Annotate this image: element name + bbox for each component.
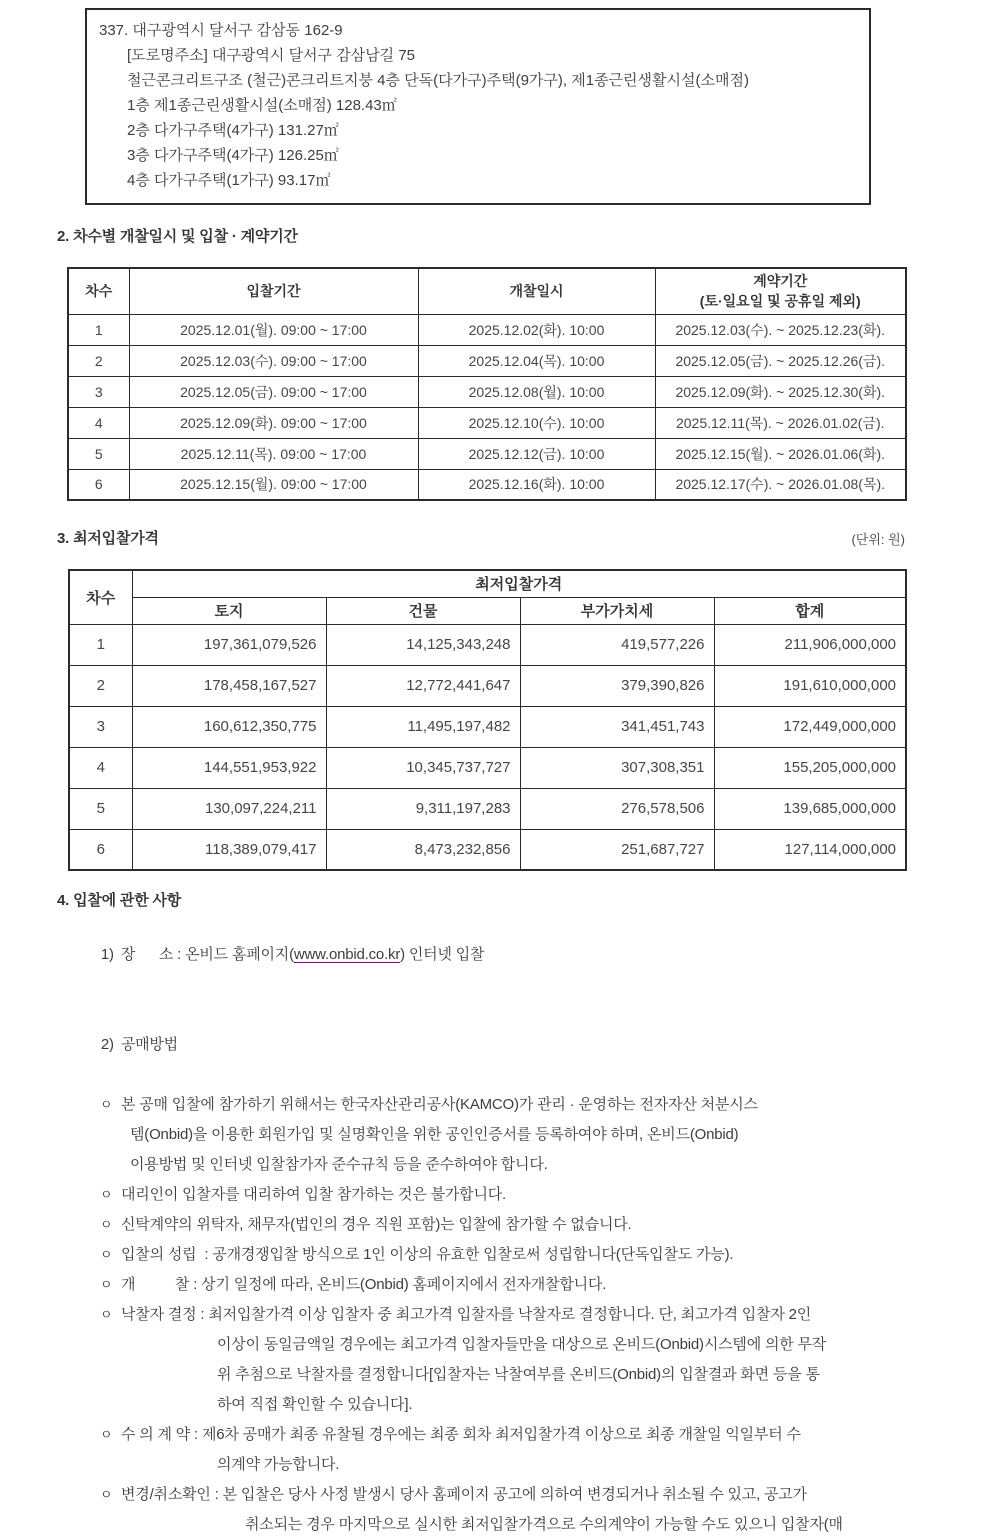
building-header: 건물 [326, 597, 520, 624]
notice-line [0, 1330, 992, 1360]
contract-period-cell: 2025.12.09(화). ~ 2025.12.30(화). [655, 376, 906, 407]
list-marker: 1) [100, 946, 114, 963]
notice-text: 수 의 계 약 : 제6차 공매가 최종 유찰될 경우에는 최종 회차 최저입찰가격 이상으로 최종 개찰일 익일부터 수 [121, 1426, 801, 1443]
round-cell: 3 [69, 706, 132, 747]
notice-line [0, 1450, 992, 1480]
notice-line [0, 1180, 992, 1210]
building-cell: 8,473,232,856 [326, 829, 520, 870]
round-cell: 5 [68, 438, 129, 469]
vat-cell: 307,308,351 [520, 747, 714, 788]
section-price [0, 527, 992, 871]
bid-period-cell: 2025.12.03(수). 09:00 ~ 17:00 [129, 345, 418, 376]
property-line: [도로명주소] 대구광역시 달서구 감삼남길 75 [127, 47, 416, 64]
section-bid-info [0, 889, 992, 1540]
notice-text: 대리인이 입찰자를 대리하여 입찰 참가하는 것은 불가합니다. [121, 1186, 507, 1203]
notice-text: 취소되는 경우 마지막으로 실시한 최저입찰가격으로 수의계약이 가능할 수도 있으니 입찰자(매 [245, 1516, 843, 1533]
place-text-suffix: ) 인터넷 입찰 [400, 946, 485, 963]
property-line: 2층 다가구주택(4가구) 131.27㎡ [127, 122, 339, 139]
round-cell: 2 [68, 345, 129, 376]
contract-period-cell: 2025.12.17(수). ~ 2026.01.08(목). [655, 469, 906, 500]
land-cell: 118,389,079,417 [132, 829, 326, 870]
open-datetime-header: 개찰일시 [418, 268, 655, 314]
notice-text: 의계약 가능합니다. [217, 1456, 340, 1473]
round-cell: 3 [68, 376, 129, 407]
property-line: 철근콘크리트구조 (철근)콘크리트지붕 4층 단독(다가구)주택(9가구), 제1종근린생활시설(소매점) [127, 72, 749, 89]
notice-text: 변경/취소확인 : 본 입찰은 당사 사정 발생시 당사 홈페이지 공고에 의하여 변경되거나 취소될 수 있고, 공고가 [121, 1486, 807, 1503]
contract-header-line1: 계약기간 [753, 272, 808, 289]
bid-period-cell: 2025.12.05(금). 09:00 ~ 17:00 [129, 376, 418, 407]
open-datetime-cell: 2025.12.10(수). 10:00 [418, 407, 655, 438]
total-header: 합계 [714, 597, 906, 624]
price-group-header: 최저입찰가격 [132, 570, 906, 597]
round-cell: 2 [69, 665, 132, 706]
section-bid-info-title: 4. 입찰에 관한 사항 [57, 892, 182, 909]
property-line: 3층 다가구주택(4가구) 126.25㎡ [127, 147, 339, 164]
method-line [0, 1000, 992, 1090]
vat-header: 부가가치세 [520, 597, 714, 624]
notice-text: 입찰의 성립 : 공개경쟁입찰 방식으로 1인 이상의 유효한 입찰로써 성립합니다(단독입찰도 가능). [121, 1246, 734, 1263]
notice-text: 개 찰 : 상기 일정에 따라, 온비드(Onbid) 홈페이지에서 전자개찰합니다. [121, 1276, 607, 1293]
table-row [69, 747, 906, 788]
contract-period-cell: 2025.12.11(목). ~ 2026.01.02(금). [655, 407, 906, 438]
schedule-table-body [68, 314, 906, 500]
notice-line [0, 1210, 992, 1240]
total-cell: 139,685,000,000 [714, 788, 906, 829]
building-cell: 12,772,441,647 [326, 665, 520, 706]
bullet-icon: ㅇ [100, 1247, 113, 1262]
bullet-icon: ㅇ [100, 1187, 113, 1202]
round-header: 차수 [69, 570, 132, 624]
notice-line [0, 1510, 992, 1540]
open-datetime-cell: 2025.12.16(화). 10:00 [418, 469, 655, 500]
vat-cell: 276,578,506 [520, 788, 714, 829]
vat-cell: 419,577,226 [520, 624, 714, 665]
building-cell: 14,125,343,248 [326, 624, 520, 665]
property-line: 1층 제1종근린생활시설(소매점) 128.43㎡ [127, 97, 397, 114]
bid-period-cell: 2025.12.11(목). 09:00 ~ 17:00 [129, 438, 418, 469]
notice-text: 이용방법 및 인터넷 입찰참가자 준수규칙 등을 준수하여야 합니다. [130, 1156, 548, 1173]
bullet-icon: ㅇ [100, 1307, 113, 1322]
section-schedule [0, 225, 992, 501]
notice-line [0, 1300, 992, 1330]
bullet-icon: ㅇ [100, 1097, 113, 1112]
round-cell: 5 [69, 788, 132, 829]
unit-label: (단위: 원) [851, 532, 905, 547]
table-row [69, 624, 906, 665]
land-header: 토지 [132, 597, 326, 624]
round-cell: 1 [69, 624, 132, 665]
bid-schedule-table [67, 267, 907, 501]
table-row [69, 706, 906, 747]
round-cell: 4 [69, 747, 132, 788]
table-row [68, 314, 906, 345]
notice-text: 이상이 동일금액일 경우에는 최고가격 입찰자들만을 대상으로 온비드(Onbid)시스템에 의한 무작 [217, 1336, 827, 1353]
table-row [68, 407, 906, 438]
notice-text: 낙찰자 결정 : 최저입찰가격 이상 입찰자 중 최고가격 입찰자를 낙찰자로 결정합니다. 단, 최고가격 입찰자 2인 [121, 1306, 812, 1323]
onbid-url-link[interactable]: www.onbid.co.kr [293, 946, 401, 963]
total-cell: 172,449,000,000 [714, 706, 906, 747]
table-row [68, 469, 906, 500]
list-marker: 2) [100, 1036, 114, 1053]
building-cell: 11,495,197,482 [326, 706, 520, 747]
building-cell: 10,345,737,727 [326, 747, 520, 788]
notice-line [0, 1150, 992, 1180]
round-cell: 6 [69, 829, 132, 870]
table-row [68, 438, 906, 469]
contract-period-cell: 2025.12.15(월). ~ 2026.01.06(화). [655, 438, 906, 469]
contract-period-header [655, 268, 906, 314]
notice-line [0, 1120, 992, 1150]
contract-period-cell: 2025.12.03(수). ~ 2025.12.23(화). [655, 314, 906, 345]
table-row [69, 788, 906, 829]
notice-line [0, 1420, 992, 1450]
land-cell: 160,612,350,775 [132, 706, 326, 747]
notice-line [0, 1240, 992, 1270]
notice-line [0, 1270, 992, 1300]
land-cell: 144,551,953,922 [132, 747, 326, 788]
price-group-header-row [69, 570, 906, 597]
section-schedule-title: 2. 차수별 개찰일시 및 입찰 · 계약기간 [57, 228, 298, 245]
vat-cell: 341,451,743 [520, 706, 714, 747]
notice-line [0, 1480, 992, 1510]
round-header: 차수 [68, 268, 129, 314]
notice-text: 하여 직접 확인할 수 있습니다]. [217, 1396, 413, 1413]
total-cell: 155,205,000,000 [714, 747, 906, 788]
property-line: 4층 다가구주택(1가구) 93.17㎡ [127, 172, 331, 189]
total-cell: 191,610,000,000 [714, 665, 906, 706]
round-cell: 1 [68, 314, 129, 345]
price-table [68, 569, 907, 871]
section-price-title: 3. 최저입찰가격 [57, 530, 159, 547]
contract-period-cell: 2025.12.05(금). ~ 2025.12.26(금). [655, 345, 906, 376]
bid-period-header: 입찰기간 [129, 268, 418, 314]
contract-header-line2: (토·일요일 및 공휴일 제외) [699, 293, 861, 310]
land-cell: 130,097,224,211 [132, 788, 326, 829]
notice-text: 템(Onbid)을 이용한 회원가입 및 실명확인을 위한 공인인증서를 등록하여야 하며, 온비드(Onbid) [130, 1126, 739, 1143]
notice-text: 신탁계약의 위탁자, 채무자(법인의 경우 직원 포함)는 입찰에 참가할 수 없습니다. [121, 1216, 632, 1233]
place-line [0, 910, 992, 1000]
table-row [68, 345, 906, 376]
method-text: 공매방법 [120, 1036, 178, 1053]
bullet-icon: ㅇ [100, 1487, 113, 1502]
total-cell: 211,906,000,000 [714, 624, 906, 665]
bullet-icon: ㅇ [100, 1427, 113, 1442]
bid-period-cell: 2025.12.09(화). 09:00 ~ 17:00 [129, 407, 418, 438]
notice-line [0, 1090, 992, 1120]
table-row [69, 829, 906, 870]
open-datetime-cell: 2025.12.02(화). 10:00 [418, 314, 655, 345]
price-header-row [69, 597, 906, 624]
bid-period-cell: 2025.12.15(월). 09:00 ~ 17:00 [129, 469, 418, 500]
bid-period-cell: 2025.12.01(월). 09:00 ~ 17:00 [129, 314, 418, 345]
building-cell: 9,311,197,283 [326, 788, 520, 829]
bullet-icon: ㅇ [100, 1277, 113, 1292]
round-cell: 4 [68, 407, 129, 438]
table-row [68, 376, 906, 407]
table-row [69, 665, 906, 706]
open-datetime-cell: 2025.12.12(금). 10:00 [418, 438, 655, 469]
notice-line [0, 1390, 992, 1420]
land-cell: 197,361,079,526 [132, 624, 326, 665]
bid-notes-list [0, 1090, 992, 1540]
open-datetime-cell: 2025.12.04(목). 10:00 [418, 345, 655, 376]
vat-cell: 251,687,727 [520, 829, 714, 870]
schedule-header-row [68, 268, 906, 314]
property-description-box [85, 8, 871, 205]
open-datetime-cell: 2025.12.08(월). 10:00 [418, 376, 655, 407]
bullet-icon: ㅇ [100, 1217, 113, 1232]
land-cell: 178,458,167,527 [132, 665, 326, 706]
price-table-body [69, 624, 906, 870]
notice-line [0, 1360, 992, 1390]
place-text-prefix: 장 소 : 온비드 홈페이지( [120, 946, 294, 963]
vat-cell: 379,390,826 [520, 665, 714, 706]
notice-text: 본 공매 입찰에 참가하기 위해서는 한국자산관리공사(KAMCO)가 관리 · 운영하는 전자자산 처분시스 [121, 1096, 758, 1113]
round-cell: 6 [68, 469, 129, 500]
notice-text: 위 추첨으로 낙찰자를 결정합니다[입찰자는 낙찰여부를 온비드(Onbid)의 입찰결과 화면 등을 통 [217, 1366, 820, 1383]
property-line: 337. 대구광역시 달서구 감삼동 162-9 [99, 22, 343, 39]
total-cell: 127,114,000,000 [714, 829, 906, 870]
